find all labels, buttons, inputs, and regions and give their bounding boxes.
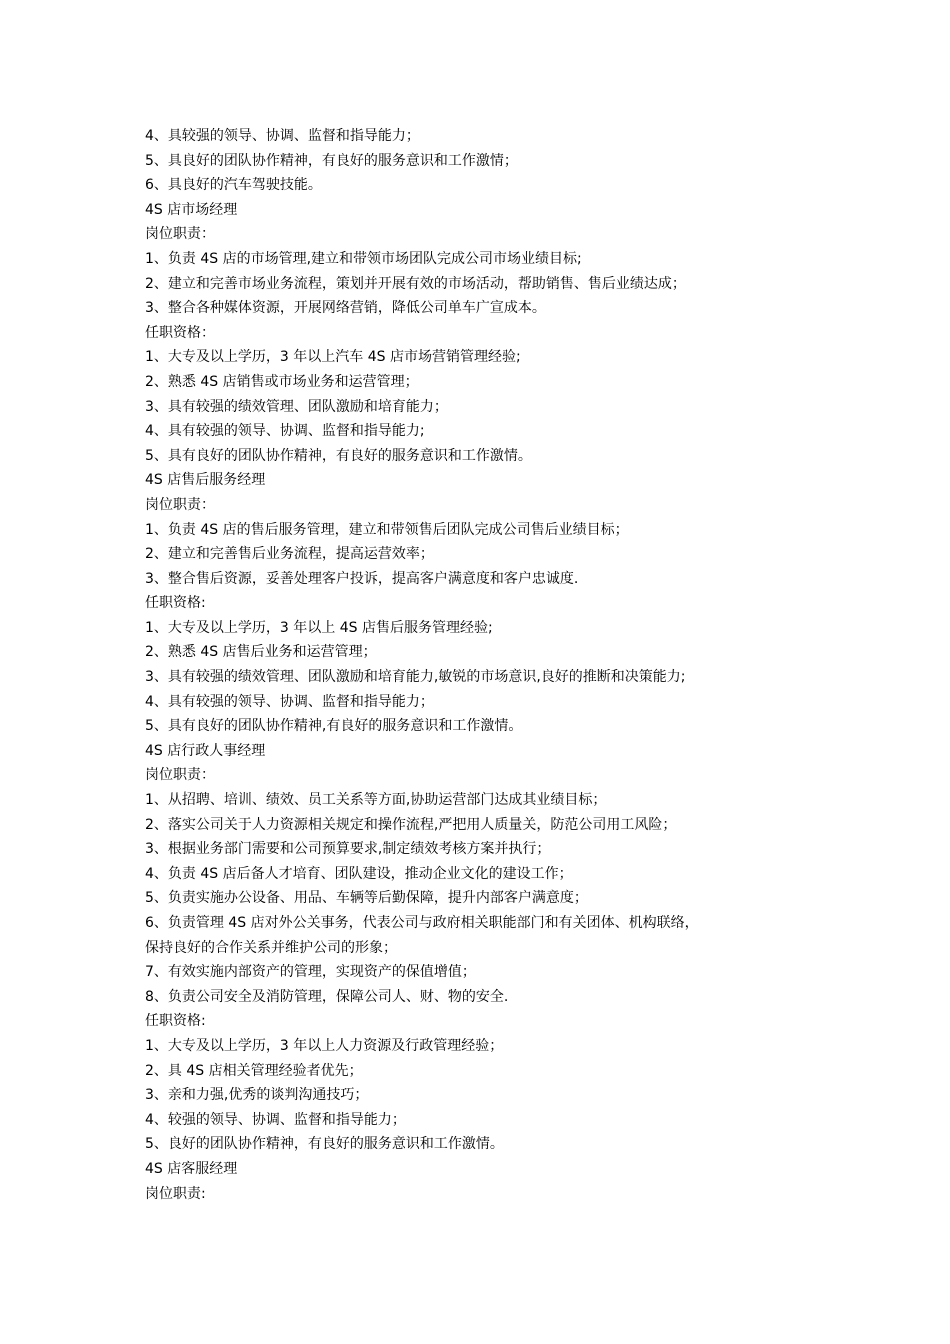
text-line: 6、具良好的汽车驾驶技能。 bbox=[145, 177, 322, 194]
text-line: 2、熟悉 4S 店销售或市场业务和运营管理； bbox=[145, 373, 419, 390]
text-line: 岗位职责: bbox=[145, 1185, 206, 1202]
text-line: 5、具良好的团队协作精神，有良好的服务意识和工作激情； bbox=[145, 152, 518, 169]
text-line: 3、具有较强的绩效管理、团队激励和培育能力,敏锐的市场意识,良好的推断和决策能力; bbox=[145, 669, 686, 686]
text-line: 5、良好的团队协作精神，有良好的服务意识和工作激情。 bbox=[145, 1136, 504, 1153]
text-line: 5、具有良好的团队协作精神,有良好的服务意识和工作激情。 bbox=[145, 718, 523, 735]
text-line: 8、负责公司安全及消防管理，保障公司人、财、物的安全. bbox=[145, 988, 509, 1005]
text-line: 4、具有较强的领导、协调、监督和指导能力； bbox=[145, 693, 434, 710]
text-line: 2、建立和完善售后业务流程，提高运营效率； bbox=[145, 546, 434, 563]
text-line: 5、具有良好的团队协作精神，有良好的服务意识和工作激情。 bbox=[145, 447, 532, 464]
text-line: 任职资格: bbox=[145, 595, 206, 612]
text-line: 5、负责实施办公设备、用品、车辆等后勤保障，提升内部客户满意度； bbox=[145, 890, 588, 907]
text-line: 2、具 4S 店相关管理经验者优先； bbox=[145, 1062, 363, 1079]
text-line: 1、负责 4S 店的市场管理,建立和带领市场团队完成公司市场业绩目标; bbox=[145, 250, 582, 267]
text-line: 1、大专及以上学历，3 年以上人力资源及行政管理经验； bbox=[145, 1037, 504, 1054]
text-line: 3、具有较强的绩效管理、团队激励和培育能力； bbox=[145, 398, 448, 415]
text-line: 4S 店行政人事经理 bbox=[145, 742, 266, 759]
text-line: 2、建立和完善市场业务流程，策划并开展有效的市场活动，帮助销售、售后业绩达成； bbox=[145, 275, 686, 292]
text-line: 4S 店客服经理 bbox=[145, 1160, 238, 1177]
text-line: 1、从招聘、培训、绩效、员工关系等方面,协助运营部门达成其业绩目标； bbox=[145, 792, 607, 809]
text-line: 2、熟悉 4S 店售后业务和运营管理； bbox=[145, 644, 377, 661]
text-line: 4、较强的领导、协调、监督和指导能力； bbox=[145, 1111, 406, 1128]
text-line: 岗位职责： bbox=[145, 496, 215, 513]
text-line: 3、整合各种媒体资源，开展网络营销，降低公司单车广宣成本。 bbox=[145, 300, 546, 317]
text-line: 1、负责 4S 店的售后服务管理，建立和带领售后团队完成公司售后业绩目标； bbox=[145, 521, 629, 538]
text-line: 1、大专及以上学历，3 年以上汽车 4S 店市场营销管理经验; bbox=[145, 349, 521, 366]
text-line: 4、具较强的领导、协调、监督和指导能力； bbox=[145, 128, 420, 144]
text-line: 6、负责管理 4S 店对外公关事务，代表公司与政府相关职能部门和有关团体、机构联络， bbox=[145, 915, 699, 931]
text-line: 4、负责 4S 店后备人才培育、团队建设，推动企业文化的建设工作； bbox=[145, 865, 573, 882]
text-line: 3、整合售后资源，妥善处理客户投诉，提高客户满意度和客户忠诚度. bbox=[145, 570, 579, 587]
text-line: 岗位职责： bbox=[145, 226, 215, 243]
text-line: 4S 店市场经理 bbox=[145, 201, 238, 218]
text-line: 任职资格: bbox=[145, 1013, 206, 1030]
text-line: 岗位职责： bbox=[145, 767, 215, 784]
text-line: 7、有效实施内部资产的管理，实现资产的保值增值； bbox=[145, 964, 476, 981]
text-line: 3、亲和力强,优秀的谈判沟通技巧； bbox=[145, 1087, 369, 1104]
text-line: 保持良好的合作关系并维护公司的形象； bbox=[145, 939, 397, 956]
text-line: 4、具有较强的领导、协调、监督和指导能力; bbox=[145, 423, 425, 440]
text-line: 4S 店售后服务经理 bbox=[145, 472, 266, 489]
text-line: 2、落实公司关于人力资源相关规定和操作流程,严把用人质量关，防范公司用工风险； bbox=[145, 816, 677, 833]
text-line: 3、根据业务部门需要和公司预算要求,制定绩效考核方案并执行； bbox=[145, 841, 551, 858]
document-body bbox=[145, 124, 810, 1206]
text-line: 1、大专及以上学历，3 年以上 4S 店售后服务管理经验; bbox=[145, 619, 493, 636]
text-line: 任职资格： bbox=[145, 324, 215, 341]
